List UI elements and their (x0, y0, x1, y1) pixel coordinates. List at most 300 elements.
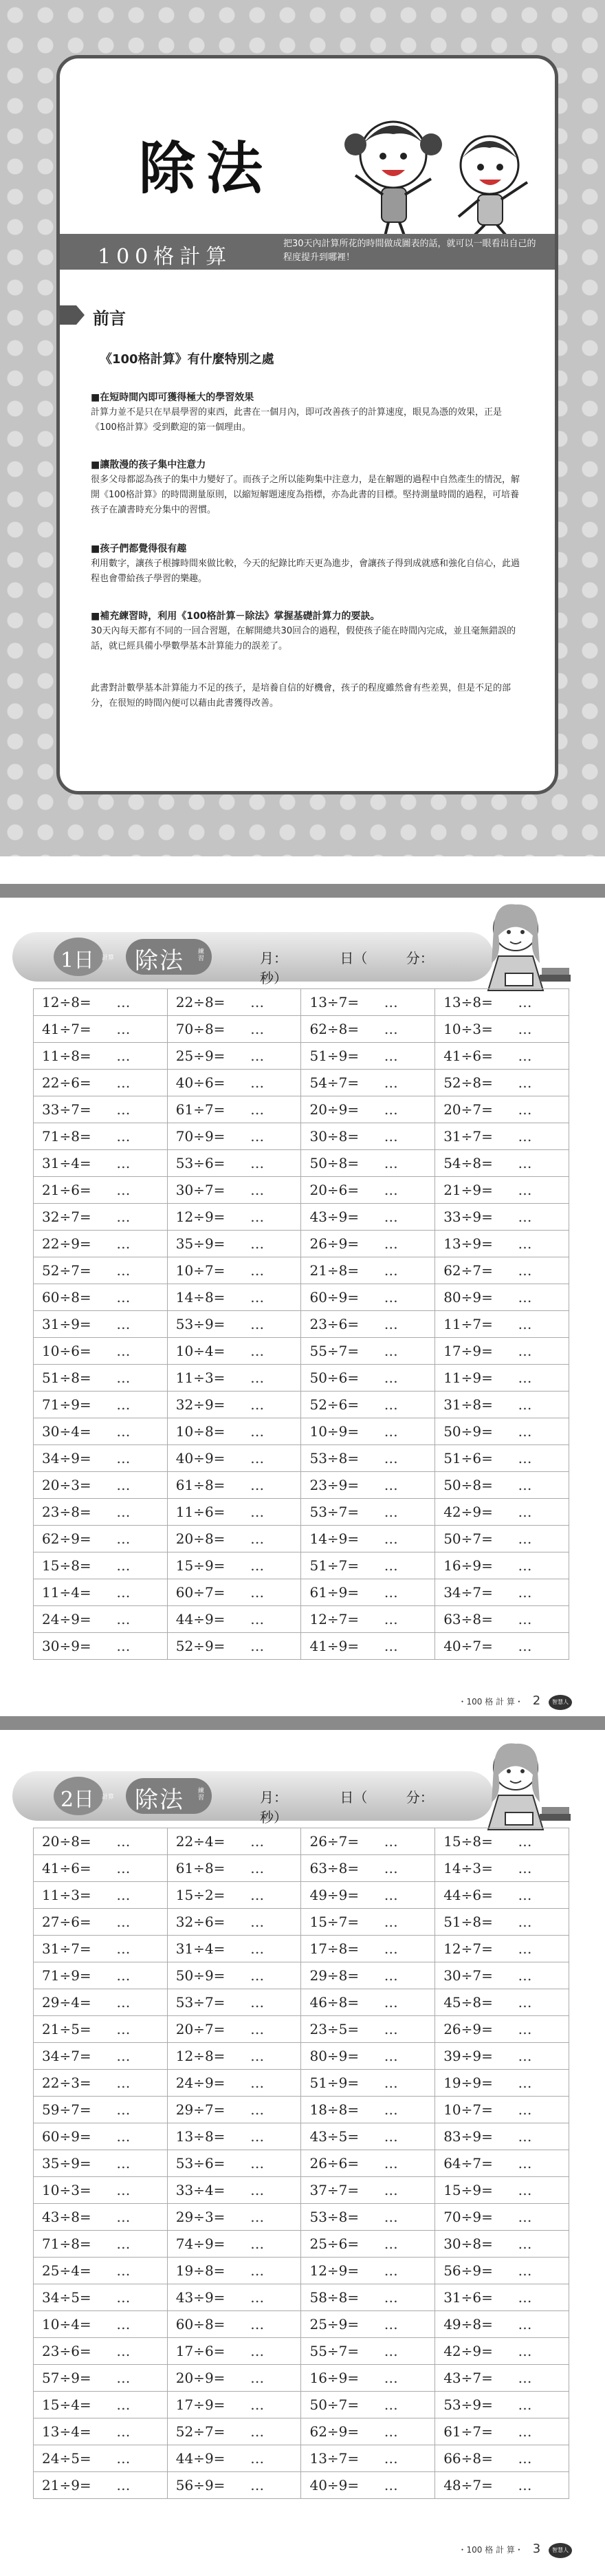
answer-cell[interactable]: … (242, 1936, 301, 1962)
problem-cell: 10÷3= (34, 2177, 109, 2204)
answer-cell[interactable]: … (108, 1855, 167, 1882)
answer-cell[interactable]: … (242, 1579, 301, 1606)
problem-cell: 53÷6= (167, 1150, 242, 1177)
answer-cell[interactable]: … (242, 1392, 301, 1418)
problem-cell: 31÷9= (34, 1311, 109, 1338)
problem-cell: 33÷7= (34, 1096, 109, 1123)
problem-cell: 21÷9= (34, 2472, 109, 2499)
table-row (34, 2177, 569, 2204)
record-fields (260, 1786, 494, 1826)
answer-cell[interactable]: … (376, 1257, 435, 1284)
answer-cell[interactable]: … (108, 1499, 167, 1526)
answer-cell[interactable]: … (242, 1552, 301, 1579)
answer-cell[interactable]: … (376, 2043, 435, 2070)
answer-cell[interactable]: … (108, 2472, 167, 2499)
answer-cell[interactable]: … (242, 989, 301, 1016)
answer-cell[interactable]: … (108, 1096, 167, 1123)
answer-cell[interactable]: … (108, 1123, 167, 1150)
answer-cell[interactable]: … (376, 2070, 435, 2097)
minute-field[interactable]: 分： (406, 1789, 434, 1806)
answer-cell[interactable]: … (108, 2070, 167, 2097)
answer-cell[interactable]: … (242, 1855, 301, 1882)
answer-cell[interactable]: … (242, 2150, 301, 2177)
problem-cell: 32÷6= (167, 1909, 242, 1936)
answer-cell[interactable]: … (108, 1579, 167, 1606)
problem-cell: 40÷9= (301, 2472, 376, 2499)
answer-cell[interactable]: … (510, 1472, 569, 1499)
second-field[interactable]: 秒） (260, 970, 287, 986)
answer-cell[interactable]: … (510, 2311, 569, 2338)
answer-cell[interactable]: … (376, 1606, 435, 1633)
answer-cell[interactable]: … (108, 1204, 167, 1231)
problem-cell: 50÷7= (301, 2392, 376, 2418)
answer-cell[interactable]: … (242, 1526, 301, 1552)
problem-cell: 51÷7= (301, 1552, 376, 1579)
answer-cell[interactable]: … (510, 1633, 569, 1660)
table-row (34, 2445, 569, 2472)
problem-cell: 34÷5= (34, 2284, 109, 2311)
month-field[interactable]: 月： (260, 1789, 287, 1806)
answer-cell[interactable]: … (510, 2070, 569, 2097)
answer-cell[interactable]: … (242, 1311, 301, 1338)
answer-cell[interactable]: … (108, 2204, 167, 2231)
answer-cell[interactable]: … (242, 2258, 301, 2284)
answer-cell[interactable]: … (108, 2365, 167, 2392)
answer-cell[interactable]: … (510, 1257, 569, 1284)
answer-cell[interactable]: … (376, 2097, 435, 2123)
answer-cell[interactable]: … (510, 1418, 569, 1445)
answer-cell[interactable]: … (108, 1070, 167, 1096)
table-row (34, 2365, 569, 2392)
day-small-label: 計算 (102, 955, 115, 962)
answer-cell[interactable]: … (510, 2043, 569, 2070)
block-heading: ■在短時間內即可獲得極大的學習效果 (91, 392, 254, 403)
answer-cell[interactable]: … (376, 1633, 435, 1660)
answer-cell[interactable]: … (510, 2445, 569, 2472)
answer-cell[interactable]: … (510, 2392, 569, 2418)
problem-cell: 10÷3= (435, 1016, 510, 1043)
problem-cell: 71÷9= (34, 1962, 109, 1989)
problem-cell: 56÷9= (167, 2472, 242, 2499)
table-row (34, 1828, 569, 1855)
answer-cell[interactable]: … (376, 2177, 435, 2204)
problem-cell: 54÷7= (301, 1070, 376, 1096)
answer-cell[interactable]: … (376, 1855, 435, 1882)
table-row (34, 1392, 569, 1418)
table-row (34, 2284, 569, 2311)
minute-field[interactable]: 分： (406, 950, 434, 966)
answer-cell[interactable]: … (242, 1909, 301, 1936)
problem-cell: 14÷3= (435, 1855, 510, 1882)
answer-cell[interactable]: … (376, 2231, 435, 2258)
answer-cell[interactable]: … (242, 2231, 301, 2258)
block-heading: ■讓散漫的孩子集中注意力 (91, 459, 206, 470)
answer-cell[interactable]: … (510, 1392, 569, 1418)
answer-cell[interactable]: … (242, 2016, 301, 2043)
problem-cell: 44÷6= (435, 1882, 510, 1909)
answer-cell[interactable]: … (376, 1989, 435, 2016)
answer-cell[interactable]: … (108, 1311, 167, 1338)
problem-cell: 51÷9= (301, 1043, 376, 1070)
page-footer (459, 2542, 572, 2558)
problem-cell: 44÷9= (167, 2445, 242, 2472)
answer-cell[interactable]: … (242, 1418, 301, 1445)
problem-cell: 43÷7= (435, 2365, 510, 2392)
answer-cell[interactable]: … (108, 2392, 167, 2418)
answer-cell[interactable]: … (242, 1989, 301, 2016)
day-field[interactable]: 日（ (340, 950, 368, 966)
answer-cell[interactable]: … (376, 2418, 435, 2445)
problem-cell: 74÷9= (167, 2231, 242, 2258)
problem-cell: 61÷9= (301, 1579, 376, 1606)
answer-cell[interactable]: … (376, 2472, 435, 2499)
answer-cell[interactable]: … (108, 1552, 167, 1579)
answer-cell[interactable]: … (242, 2418, 301, 2445)
problem-cell: 25÷9= (167, 1043, 242, 1070)
problem-cell: 71÷8= (34, 2231, 109, 2258)
answer-cell[interactable]: … (242, 1043, 301, 1070)
answer-cell[interactable]: … (376, 1552, 435, 1579)
answer-cell[interactable]: … (108, 1989, 167, 2016)
answer-cell[interactable]: … (108, 1882, 167, 1909)
answer-cell[interactable]: … (108, 2097, 167, 2123)
problem-cell: 30÷7= (435, 1962, 510, 1989)
problem-cell: 29÷3= (167, 2204, 242, 2231)
answer-cell[interactable]: … (108, 1150, 167, 1177)
problem-cell: 53÷8= (301, 1445, 376, 1472)
answer-cell[interactable]: … (108, 2043, 167, 2070)
answer-cell[interactable]: … (376, 1070, 435, 1096)
problem-cell: 60÷9= (301, 1284, 376, 1311)
answer-cell[interactable]: … (510, 1909, 569, 1936)
answer-cell[interactable]: … (510, 2338, 569, 2365)
problem-cell: 31÷7= (34, 1936, 109, 1962)
answer-cell[interactable]: … (376, 1392, 435, 1418)
second-field[interactable]: 秒） (260, 1809, 287, 1826)
table-row (34, 2258, 569, 2284)
answer-cell[interactable]: … (108, 1231, 167, 1257)
answer-cell[interactable]: … (242, 1828, 301, 1855)
answer-cell[interactable]: … (108, 2284, 167, 2311)
answer-cell[interactable]: … (376, 1828, 435, 1855)
answer-cell[interactable]: … (242, 2123, 301, 2150)
answer-cell[interactable]: … (376, 2445, 435, 2472)
answer-cell[interactable]: … (108, 1445, 167, 1472)
answer-cell[interactable]: … (376, 2284, 435, 2311)
answer-cell[interactable]: … (376, 1231, 435, 1257)
answer-cell[interactable]: … (510, 2204, 569, 2231)
answer-cell[interactable]: … (242, 1472, 301, 1499)
answer-cell[interactable]: … (376, 1909, 435, 1936)
answer-cell[interactable]: … (242, 1070, 301, 1096)
problem-cell: 32÷9= (167, 1392, 242, 1418)
answer-cell[interactable]: … (242, 1177, 301, 1204)
answer-cell[interactable]: … (376, 1204, 435, 1231)
answer-cell[interactable]: … (108, 2338, 167, 2365)
answer-cell[interactable]: … (376, 1962, 435, 1989)
table-row (34, 1365, 569, 1392)
reading-girl-illustration (474, 898, 578, 1001)
problem-cell: 52÷8= (435, 1070, 510, 1096)
answer-cell[interactable]: … (376, 2392, 435, 2418)
answer-cell[interactable]: … (376, 2365, 435, 2392)
answer-cell[interactable]: … (510, 1579, 569, 1606)
problem-cell: 39÷9= (435, 2043, 510, 2070)
answer-cell[interactable]: … (242, 1231, 301, 1257)
answer-cell[interactable]: … (108, 1418, 167, 1445)
answer-cell[interactable]: … (376, 1311, 435, 1338)
answer-cell[interactable]: … (376, 2123, 435, 2150)
answer-cell[interactable]: … (108, 2311, 167, 2338)
divider-band (0, 1716, 605, 1730)
answer-cell[interactable]: … (242, 2338, 301, 2365)
table-row (34, 2123, 569, 2150)
answer-cell[interactable]: … (242, 1633, 301, 1660)
answer-cell[interactable]: … (376, 1472, 435, 1499)
answer-cell[interactable]: … (108, 2418, 167, 2445)
answer-cell[interactable]: … (108, 1606, 167, 1633)
answer-cell[interactable]: … (376, 1526, 435, 1552)
answer-cell[interactable]: … (108, 1365, 167, 1392)
block-body: 很多父母都認為孩子的集中力變好了。而孩子之所以能夠集中注意力，是在解題的過程中自然產生的情況，解開《100格計算》的時間測量原則，以縮短解題速度為指標，亦為此書的目標。堅持測量時間的過程，可培養孩子在讀書時充分集中的習慣。 (91, 475, 520, 515)
answer-cell[interactable]: … (108, 1472, 167, 1499)
problem-cell: 19÷9= (435, 2070, 510, 2097)
problem-cell: 12÷8= (167, 2043, 242, 2070)
answer-cell[interactable]: … (108, 1177, 167, 1204)
month-field[interactable]: 月： (260, 950, 287, 966)
answer-cell[interactable]: … (510, 1855, 569, 1882)
answer-cell[interactable]: … (376, 1365, 435, 1392)
answer-cell[interactable]: … (510, 1231, 569, 1257)
problem-cell: 37÷7= (301, 2177, 376, 2204)
answer-cell[interactable]: … (510, 1499, 569, 1526)
answer-cell[interactable]: … (242, 1016, 301, 1043)
problem-cell: 12÷7= (301, 1606, 376, 1633)
problem-cell: 58÷8= (301, 2284, 376, 2311)
answer-cell[interactable]: … (376, 1016, 435, 1043)
day-field[interactable]: 日（ (340, 1789, 368, 1806)
answer-cell[interactable]: … (510, 2231, 569, 2258)
answer-cell[interactable]: … (242, 1499, 301, 1526)
problem-cell: 43÷9= (301, 1204, 376, 1231)
answer-cell[interactable]: … (242, 1123, 301, 1150)
problem-cell: 31÷4= (167, 1936, 242, 1962)
problem-cell: 49÷9= (301, 1882, 376, 1909)
problem-cell: 50÷9= (435, 1418, 510, 1445)
answer-cell[interactable]: … (510, 1526, 569, 1552)
problem-cell: 60÷7= (167, 1579, 242, 1606)
problem-cell: 11÷7= (435, 1311, 510, 1338)
block-heading: ■孩子們都覺得很有趣 (91, 543, 187, 554)
answer-cell[interactable]: … (242, 2097, 301, 2123)
answer-cell[interactable]: … (242, 1365, 301, 1392)
answer-cell[interactable]: … (242, 2204, 301, 2231)
answer-cell[interactable]: … (376, 1499, 435, 1526)
answer-cell[interactable]: … (108, 989, 167, 1016)
problem-cell: 50÷6= (301, 1365, 376, 1392)
answer-cell[interactable]: … (510, 2177, 569, 2204)
table-row (34, 1418, 569, 1445)
answer-cell[interactable]: … (510, 2258, 569, 2284)
answer-cell[interactable]: … (242, 1257, 301, 1284)
answer-cell[interactable]: … (510, 1338, 569, 1365)
answer-cell[interactable]: … (108, 2016, 167, 2043)
answer-cell[interactable]: … (510, 1150, 569, 1177)
answer-cell[interactable]: … (108, 1936, 167, 1962)
answer-cell[interactable]: … (108, 1257, 167, 1284)
answer-cell[interactable]: … (510, 2418, 569, 2445)
reading-girl-illustration (474, 1737, 578, 1840)
answer-cell[interactable]: … (108, 2177, 167, 2204)
answer-cell[interactable]: … (376, 1096, 435, 1123)
table-row (34, 1096, 569, 1123)
answer-cell[interactable]: … (510, 1311, 569, 1338)
problem-cell: 13÷4= (34, 2418, 109, 2445)
brand-logo: 智慧人 (549, 2543, 572, 2558)
problem-cell: 71÷8= (34, 1123, 109, 1150)
title-banner (60, 234, 555, 270)
answer-cell[interactable]: … (376, 2338, 435, 2365)
answer-cell[interactable]: … (510, 2472, 569, 2499)
footer-title: ・100 格 計 算・ (458, 1697, 523, 1707)
answer-cell[interactable]: … (108, 1043, 167, 1070)
problem-cell: 51÷6= (435, 1445, 510, 1472)
answer-cell[interactable]: … (242, 2311, 301, 2338)
answer-cell[interactable]: … (510, 1016, 569, 1043)
answer-cell[interactable]: … (376, 2150, 435, 2177)
answer-cell[interactable]: … (376, 2311, 435, 2338)
answer-cell[interactable]: … (376, 1445, 435, 1472)
answer-cell[interactable]: … (510, 2097, 569, 2123)
answer-cell[interactable]: … (242, 2043, 301, 2070)
answer-cell[interactable]: … (376, 2258, 435, 2284)
answer-cell[interactable]: … (510, 1552, 569, 1579)
answer-cell[interactable]: … (376, 2016, 435, 2043)
answer-cell[interactable]: … (242, 2284, 301, 2311)
answer-cell[interactable]: … (108, 1526, 167, 1552)
answer-cell[interactable]: … (242, 1150, 301, 1177)
problem-cell: 70÷9= (435, 2204, 510, 2231)
answer-cell[interactable]: … (242, 2070, 301, 2097)
answer-cell[interactable]: … (108, 2445, 167, 2472)
answer-cell[interactable]: … (242, 1096, 301, 1123)
answer-cell[interactable]: … (108, 1016, 167, 1043)
answer-cell[interactable]: … (510, 1445, 569, 1472)
answer-cell[interactable]: … (376, 1936, 435, 1962)
answer-cell[interactable]: … (376, 1338, 435, 1365)
answer-cell[interactable]: … (242, 2472, 301, 2499)
table-row (34, 2311, 569, 2338)
answer-cell[interactable]: … (108, 1284, 167, 1311)
answer-cell[interactable]: … (376, 1579, 435, 1606)
problem-cell: 62÷7= (435, 1257, 510, 1284)
answer-cell[interactable]: … (108, 1338, 167, 1365)
problem-cell: 33÷4= (167, 2177, 242, 2204)
answer-cell[interactable]: … (510, 1123, 569, 1150)
answer-cell[interactable]: … (376, 1284, 435, 1311)
answer-cell[interactable]: … (242, 1204, 301, 1231)
problem-cell: 32÷7= (34, 1204, 109, 1231)
answer-cell[interactable]: … (108, 1392, 167, 1418)
answer-cell[interactable]: … (510, 1962, 569, 1989)
problem-cell: 34÷7= (34, 2043, 109, 2070)
problem-cell: 35÷9= (34, 2150, 109, 2177)
answer-cell[interactable]: … (376, 1150, 435, 1177)
answer-cell[interactable]: … (242, 2365, 301, 2392)
answer-cell[interactable]: … (376, 1177, 435, 1204)
answer-cell[interactable]: … (108, 1633, 167, 1660)
problem-cell: 31÷7= (435, 1123, 510, 1150)
answer-cell[interactable]: … (376, 1882, 435, 1909)
table-row (34, 1311, 569, 1338)
problem-cell: 13÷7= (301, 2445, 376, 2472)
answer-cell[interactable]: … (510, 1828, 569, 1855)
answer-cell[interactable]: … (376, 1043, 435, 1070)
block-body: 利用數字，讓孩子根據時間來做比較，今天的紀錄比昨天更為進步，會讓孩子得到成就感和強化自信心，此過程也會帶給孩子學習的樂趣。 (91, 559, 520, 584)
answer-cell[interactable]: … (108, 2123, 167, 2150)
answer-cell[interactable]: … (510, 1070, 569, 1096)
problem-cell: 31÷8= (435, 1392, 510, 1418)
answer-cell[interactable]: … (242, 1962, 301, 1989)
problem-cell: 62÷9= (301, 2418, 376, 2445)
problem-cell: 50÷9= (167, 1962, 242, 1989)
answer-cell[interactable]: … (242, 1445, 301, 1472)
answer-cell[interactable]: … (376, 1418, 435, 1445)
answer-cell[interactable]: … (242, 1338, 301, 1365)
problem-cell: 50÷7= (435, 1526, 510, 1552)
answer-cell[interactable]: … (510, 1043, 569, 1070)
answer-cell[interactable]: … (242, 2445, 301, 2472)
answer-cell[interactable]: … (242, 1606, 301, 1633)
answer-cell[interactable]: … (108, 1828, 167, 1855)
answer-cell[interactable]: … (510, 2150, 569, 2177)
divider-band (0, 884, 605, 898)
problem-cell: 24÷9= (34, 1606, 109, 1633)
answer-cell[interactable]: … (510, 1882, 569, 1909)
answer-cell[interactable]: … (510, 1284, 569, 1311)
answer-cell[interactable]: … (376, 2204, 435, 2231)
answer-cell[interactable]: … (510, 2284, 569, 2311)
answer-cell[interactable]: … (108, 1962, 167, 1989)
answer-cell[interactable]: … (242, 2177, 301, 2204)
answer-cell[interactable]: … (376, 1123, 435, 1150)
answer-cell[interactable]: … (510, 1096, 569, 1123)
answer-cell[interactable]: … (376, 989, 435, 1016)
answer-cell[interactable]: … (510, 1936, 569, 1962)
problem-cell: 53÷9= (435, 2392, 510, 2418)
answer-cell[interactable]: … (510, 2016, 569, 2043)
answer-cell[interactable]: … (108, 2231, 167, 2258)
answer-cell[interactable]: … (510, 1606, 569, 1633)
answer-cell[interactable]: … (510, 1204, 569, 1231)
problem-cell: 23÷5= (301, 2016, 376, 2043)
problem-cell: 61÷8= (167, 1855, 242, 1882)
table-row (34, 1016, 569, 1043)
answer-cell[interactable]: … (510, 2123, 569, 2150)
answer-cell[interactable]: … (242, 1284, 301, 1311)
table-row (34, 1909, 569, 1936)
answer-cell[interactable]: … (510, 2365, 569, 2392)
answer-cell[interactable]: … (510, 1365, 569, 1392)
answer-cell[interactable]: … (108, 2258, 167, 2284)
answer-cell[interactable]: … (108, 2150, 167, 2177)
answer-cell[interactable]: … (242, 2392, 301, 2418)
answer-cell[interactable]: … (510, 1177, 569, 1204)
answer-cell[interactable]: … (108, 1909, 167, 1936)
answer-cell[interactable]: … (510, 1989, 569, 2016)
answer-cell[interactable]: … (242, 1882, 301, 1909)
answer-cell[interactable]: … (510, 989, 569, 1016)
